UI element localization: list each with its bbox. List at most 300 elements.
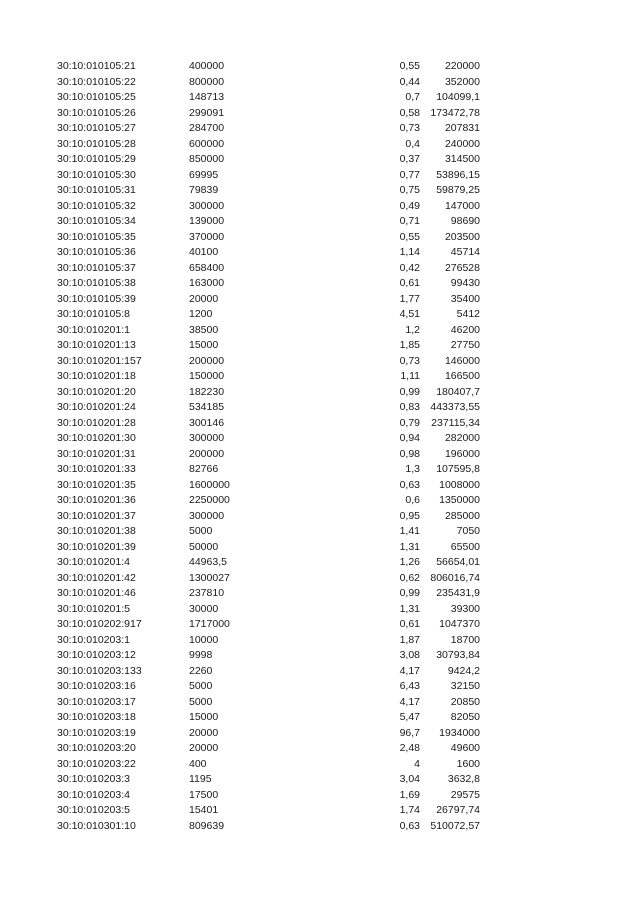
rate-cell: 0,62: [399, 571, 420, 584]
rate-cell: 1,3: [405, 463, 420, 475]
spacer-cell: [321, 803, 378, 819]
spacer-cell: [0, 648, 57, 664]
spacer-cell: [0, 276, 57, 292]
total-cell: 20850: [450, 695, 480, 708]
cadastral-number-cell: 30:10:010201:30: [57, 432, 136, 444]
area-cell: 237810: [189, 587, 225, 599]
spacer-cell: [321, 416, 378, 432]
table-row: [0, 168, 480, 184]
table-row: [0, 214, 480, 230]
cadastral-number-cell: 30:10:010203:12: [57, 649, 136, 661]
cadastral-number-cell: 30:10:010203:18: [57, 711, 136, 723]
cadastral-number-cell: 30:10:010201:35: [57, 478, 136, 491]
rate-cell: 4,17: [399, 664, 420, 677]
cadastral-number-cell: 30:10:010203:4: [57, 788, 130, 801]
area-cell: 20000: [189, 726, 219, 739]
total-cell: 7050: [456, 525, 480, 537]
spacer-cell: [0, 540, 57, 556]
spacer-cell: [321, 106, 378, 122]
spacer-cell: [321, 199, 378, 215]
table-row: [0, 772, 480, 788]
spacer-cell: [321, 121, 378, 137]
spacer-cell: [0, 695, 57, 711]
spacer-cell: [0, 59, 57, 75]
table-row: [0, 75, 480, 91]
spacer-cell: [321, 819, 378, 835]
total-cell: 9424,2: [447, 664, 480, 677]
rate-cell: 1,31: [399, 540, 420, 553]
area-cell: 139000: [189, 215, 225, 227]
area-cell: 17500: [189, 788, 219, 801]
rate-cell: 0,73: [399, 122, 420, 134]
table-row: [0, 245, 480, 261]
table-row: [0, 121, 480, 137]
table-row: [0, 710, 480, 726]
spacer-cell: [321, 400, 378, 416]
area-cell: 2250000: [189, 494, 230, 506]
area-cell: 69995: [189, 168, 219, 181]
total-cell: 443373,55: [430, 401, 480, 413]
spacer-cell: [0, 338, 57, 354]
area-cell: 5000: [189, 525, 213, 537]
spacer-cell: [321, 710, 378, 726]
spacer-cell: [321, 168, 378, 184]
table-row: [0, 59, 480, 75]
total-cell: 282000: [444, 432, 480, 444]
rate-cell: 5,47: [399, 711, 420, 723]
spacer-cell: [321, 152, 378, 168]
spacer-cell: [321, 307, 378, 323]
rate-cell: 4,17: [399, 695, 420, 708]
cadastral-number-cell: 30:10:010201:4: [57, 556, 130, 568]
spacer-cell: [0, 819, 57, 835]
total-cell: 3632,8: [447, 773, 480, 785]
spacer-cell: [321, 323, 378, 339]
area-cell: 150000: [189, 370, 225, 382]
spacer-cell: [0, 152, 57, 168]
spacer-cell: [0, 168, 57, 184]
rate-cell: 0,44: [399, 75, 420, 88]
spacer-cell: [321, 230, 378, 246]
area-cell: 163000: [189, 277, 225, 289]
cadastral-number-cell: 30:10:010105:35: [57, 230, 136, 243]
spacer-cell: [321, 586, 378, 602]
rate-cell: 0,49: [399, 199, 420, 212]
cadastral-number-cell: 30:10:010105:36: [57, 246, 136, 258]
table-row: [0, 261, 480, 277]
cadastral-number-cell: 30:10:010203:22: [57, 757, 136, 770]
cadastral-number-cell: 30:10:010105:27: [57, 122, 136, 134]
spacer-cell: [321, 276, 378, 292]
spacer-cell: [0, 788, 57, 804]
rate-cell: 1,11: [400, 370, 420, 382]
spacer-cell: [321, 245, 378, 261]
cadastral-number-cell: 30:10:010202:917: [57, 618, 142, 630]
spacer-cell: [0, 509, 57, 525]
spacer-cell: [0, 199, 57, 215]
spacer-cell: [321, 664, 378, 680]
cadastral-number-cell: 30:10:010201:5: [57, 602, 130, 615]
rate-cell: 0,55: [399, 60, 420, 72]
spacer-cell: [0, 137, 57, 153]
total-cell: 27750: [450, 339, 480, 351]
spacer-cell: [0, 803, 57, 819]
cadastral-number-cell: 30:10:010203:133: [57, 664, 142, 677]
table-row: [0, 540, 480, 556]
table-row: [0, 369, 480, 385]
cadastral-number-cell: 30:10:010105:38: [57, 277, 136, 289]
total-cell: 196000: [444, 447, 480, 460]
rate-cell: 1,69: [399, 788, 420, 801]
rate-cell: 0,94: [399, 432, 420, 444]
spacer-cell: [321, 571, 378, 587]
spacer-cell: [0, 183, 57, 199]
spacer-cell: [0, 757, 57, 773]
area-cell: 44963,5: [189, 556, 227, 568]
area-cell: 1300027: [189, 571, 230, 584]
table-row: [0, 431, 480, 447]
cadastral-number-cell: 30:10:010201:157: [57, 354, 142, 367]
area-cell: 1600000: [189, 478, 230, 491]
cadastral-number-cell: 30:10:010203:5: [57, 804, 130, 816]
area-cell: 800000: [189, 75, 225, 88]
table-row: [0, 137, 480, 153]
table-row: [0, 602, 480, 618]
area-cell: 370000: [189, 230, 225, 243]
total-cell: 203500: [444, 230, 480, 243]
rate-cell: 1,14: [399, 246, 420, 258]
rate-cell: 0,95: [399, 509, 420, 522]
table-row: [0, 152, 480, 168]
area-cell: 2260: [189, 664, 213, 677]
rate-cell: 4,51: [399, 308, 420, 320]
table-row: [0, 354, 480, 370]
total-cell: 39300: [450, 602, 480, 615]
cadastral-number-cell: 30:10:010203:17: [57, 695, 136, 708]
cadastral-number-cell: 30:10:010105:31: [57, 184, 136, 196]
cadastral-number-cell: 30:10:010201:1: [57, 323, 130, 336]
table-row: [0, 292, 480, 308]
spacer-cell: [321, 695, 378, 711]
spacer-cell: [0, 679, 57, 695]
spacer-cell: [0, 741, 57, 757]
spacer-cell: [321, 757, 378, 773]
spacer-cell: [321, 59, 378, 75]
total-cell: 35400: [450, 292, 480, 305]
spacer-cell: [321, 524, 378, 540]
rate-cell: 3,08: [399, 649, 420, 661]
cadastral-number-cell: 30:10:010105:39: [57, 292, 136, 305]
spacer-cell: [0, 354, 57, 370]
spacer-cell: [0, 726, 57, 742]
total-cell: 98690: [450, 215, 480, 227]
spacer-cell: [0, 664, 57, 680]
spacer-cell: [0, 230, 57, 246]
total-cell: 46200: [450, 323, 480, 336]
cadastral-number-cell: 30:10:010105:34: [57, 215, 136, 227]
spacer-cell: [0, 633, 57, 649]
total-cell: 173472,78: [430, 106, 480, 119]
total-cell: 207831: [444, 122, 480, 134]
rate-cell: 0,63: [399, 819, 420, 832]
area-cell: 300146: [189, 416, 225, 429]
table-row: [0, 462, 480, 478]
spacer-cell: [0, 555, 57, 571]
area-cell: 300000: [189, 199, 225, 212]
area-cell: 38500: [189, 323, 219, 336]
total-cell: 53896,15: [436, 168, 480, 181]
rate-cell: 0,6: [405, 494, 420, 506]
rate-cell: 1,74: [399, 804, 420, 816]
spacer-cell: [321, 183, 378, 199]
spacer-cell: [0, 617, 57, 633]
spacer-cell: [321, 602, 378, 618]
cadastral-number-cell: 30:10:010201:31: [57, 447, 136, 460]
rate-cell: 0,83: [399, 401, 420, 413]
cadastral-number-cell: 30:10:010105:37: [57, 261, 136, 274]
spacer-cell: [0, 385, 57, 401]
total-cell: 32150: [450, 680, 480, 692]
area-cell: 600000: [189, 137, 225, 150]
cadastral-number-cell: 30:10:010105:32: [57, 199, 136, 212]
table-row: [0, 509, 480, 525]
area-cell: 5000: [189, 695, 213, 708]
area-cell: 40100: [189, 246, 219, 258]
spacer-cell: [321, 555, 378, 571]
spacer-cell: [0, 478, 57, 494]
table-row: [0, 819, 480, 835]
spacer-cell: [0, 586, 57, 602]
area-cell: 1200: [189, 308, 213, 320]
table-row: [0, 338, 480, 354]
table-body: [0, 59, 480, 834]
cadastral-number-cell: 30:10:010201:33: [57, 463, 136, 475]
table-row: [0, 307, 480, 323]
cadastral-number-cell: 30:10:010201:24: [57, 401, 136, 413]
spacer-cell: [0, 214, 57, 230]
cadastral-number-cell: 30:10:010201:18: [57, 370, 136, 382]
table-row: [0, 741, 480, 757]
cadastral-number-cell: 30:10:010201:28: [57, 416, 136, 429]
spacer-cell: [321, 679, 378, 695]
table-row: [0, 230, 480, 246]
spacer-cell: [321, 648, 378, 664]
spacer-cell: [0, 416, 57, 432]
total-cell: 65500: [450, 540, 480, 553]
total-cell: 510072,57: [430, 819, 480, 832]
table-row: [0, 447, 480, 463]
total-cell: 314500: [444, 153, 480, 165]
cadastral-number-cell: 30:10:010105:21: [57, 60, 136, 72]
area-cell: 20000: [189, 292, 219, 305]
total-cell: 220000: [444, 60, 480, 72]
table-row: [0, 633, 480, 649]
spacer-cell: [0, 106, 57, 122]
area-cell: 9998: [189, 649, 213, 661]
area-cell: 200000: [189, 354, 225, 367]
table-row: [0, 199, 480, 215]
total-cell: 1047370: [439, 618, 480, 630]
total-cell: 30793,84: [436, 649, 480, 661]
table-row: [0, 617, 480, 633]
cadastral-number-cell: 30:10:010201:37: [57, 509, 136, 522]
area-cell: 15000: [189, 711, 219, 723]
spacer-cell: [0, 493, 57, 509]
spacer-cell: [321, 431, 378, 447]
cadastral-number-cell: 30:10:010203:3: [57, 773, 130, 785]
area-cell: 400000: [189, 60, 225, 72]
spacer-cell: [0, 261, 57, 277]
spacer-cell: [321, 788, 378, 804]
total-cell: 18700: [450, 633, 480, 646]
rate-cell: 0,77: [399, 168, 420, 181]
area-cell: 15000: [189, 339, 219, 351]
spacer-cell: [321, 90, 378, 106]
cadastral-number-cell: 30:10:010105:26: [57, 106, 136, 119]
rate-cell: 6,43: [399, 680, 420, 692]
total-cell: 1600: [456, 757, 480, 770]
table-row: [0, 803, 480, 819]
area-cell: 1717000: [189, 618, 230, 630]
table-row: [0, 400, 480, 416]
area-cell: 400: [189, 757, 207, 770]
cadastral-number-cell: 30:10:010105:8: [57, 308, 130, 320]
table-row: [0, 664, 480, 680]
area-cell: 20000: [189, 742, 219, 754]
rate-cell: 0,42: [399, 261, 420, 274]
spacer-cell: [0, 121, 57, 137]
spacer-cell: [0, 602, 57, 618]
spacer-cell: [321, 726, 378, 742]
area-cell: 10000: [189, 633, 219, 646]
total-cell: 104099,1: [436, 91, 480, 103]
table-row: [0, 493, 480, 509]
table-row: [0, 555, 480, 571]
spacer-cell: [321, 75, 378, 91]
rate-cell: 0,99: [399, 587, 420, 599]
rate-cell: 3,04: [399, 773, 420, 785]
spacer-cell: [321, 462, 378, 478]
cadastral-number-cell: 30:10:010105:29: [57, 153, 136, 165]
table-row: [0, 695, 480, 711]
rate-cell: 0,98: [399, 447, 420, 460]
spacer-cell: [321, 385, 378, 401]
area-cell: 182230: [189, 385, 225, 398]
total-cell: 235431,9: [436, 587, 480, 599]
spacer-cell: [321, 540, 378, 556]
spacer-cell: [321, 261, 378, 277]
area-cell: 200000: [189, 447, 225, 460]
area-cell: 809639: [189, 819, 225, 832]
rate-cell: 0,73: [399, 354, 420, 367]
table-row: [0, 276, 480, 292]
total-cell: 99430: [450, 277, 480, 289]
rate-cell: 0,58: [399, 106, 420, 119]
area-cell: 1195: [189, 773, 212, 785]
table-row: [0, 183, 480, 199]
spacer-cell: [321, 617, 378, 633]
total-cell: 240000: [444, 137, 480, 150]
total-cell: 166500: [444, 370, 480, 382]
total-cell: 56654,01: [436, 556, 480, 568]
area-cell: 50000: [189, 540, 219, 553]
cadastral-number-cell: 30:10:010201:38: [57, 525, 136, 537]
rate-cell: 0,37: [399, 153, 420, 165]
spacer-cell: [321, 137, 378, 153]
total-cell: 237115,34: [431, 416, 480, 429]
total-cell: 5412: [456, 308, 480, 320]
total-cell: 107595,8: [436, 463, 480, 475]
rate-cell: 96,7: [399, 726, 420, 739]
spacer-cell: [0, 447, 57, 463]
total-cell: 59879,25: [436, 184, 480, 196]
table-row: [0, 679, 480, 695]
rate-cell: 0,7: [405, 91, 420, 103]
rate-cell: 1,26: [399, 556, 420, 568]
total-cell: 147000: [444, 199, 480, 212]
spacer-cell: [321, 292, 378, 308]
spacer-cell: [321, 354, 378, 370]
area-cell: 15401: [189, 804, 219, 816]
rate-cell: 0,4: [405, 137, 420, 150]
table-row: [0, 478, 480, 494]
area-cell: 300000: [189, 432, 225, 444]
cadastral-number-cell: 30:10:010105:30: [57, 168, 136, 181]
cadastral-number-cell: 30:10:010105:25: [57, 91, 136, 103]
spacer-cell: [321, 633, 378, 649]
spacer-cell: [321, 509, 378, 525]
table-row: [0, 524, 480, 540]
table-row: [0, 416, 480, 432]
cadastral-number-cell: 30:10:010201:13: [57, 339, 136, 351]
area-cell: 30000: [189, 602, 219, 615]
cadastral-number-cell: 30:10:010203:1: [57, 633, 130, 646]
cadastral-number-cell: 30:10:010201:46: [57, 587, 136, 599]
total-cell: 49600: [450, 742, 480, 754]
cadastral-number-cell: 30:10:010301:10: [57, 819, 136, 832]
rate-cell: 1,2: [405, 323, 420, 336]
total-cell: 146000: [444, 354, 480, 367]
rate-cell: 1,85: [399, 339, 420, 351]
table-row: [0, 757, 480, 773]
rate-cell: 1,31: [399, 602, 420, 615]
table-row: [0, 726, 480, 742]
spacer-cell: [0, 292, 57, 308]
total-cell: 1934000: [439, 726, 480, 739]
table-row: [0, 648, 480, 664]
total-cell: 82050: [450, 711, 480, 723]
area-cell: 534185: [189, 401, 225, 413]
table-row: [0, 90, 480, 106]
total-cell: 26797,74: [436, 804, 480, 816]
table-row: [0, 571, 480, 587]
rate-cell: 0,63: [399, 478, 420, 491]
rate-cell: 1,87: [399, 633, 420, 646]
spacer-cell: [321, 772, 378, 788]
rate-cell: 0,61: [399, 618, 420, 630]
cadastral-number-cell: 30:10:010105:28: [57, 137, 136, 150]
area-cell: 299091: [189, 106, 225, 119]
total-cell: 180407,7: [436, 385, 480, 398]
rate-cell: 2,48: [399, 742, 420, 754]
spacer-cell: [321, 214, 378, 230]
spacer-cell: [0, 90, 57, 106]
spacer-cell: [0, 772, 57, 788]
spacer-cell: [321, 338, 378, 354]
total-cell: 352000: [444, 75, 480, 88]
rate-cell: 1,41: [399, 525, 420, 537]
data-table: [0, 59, 480, 834]
